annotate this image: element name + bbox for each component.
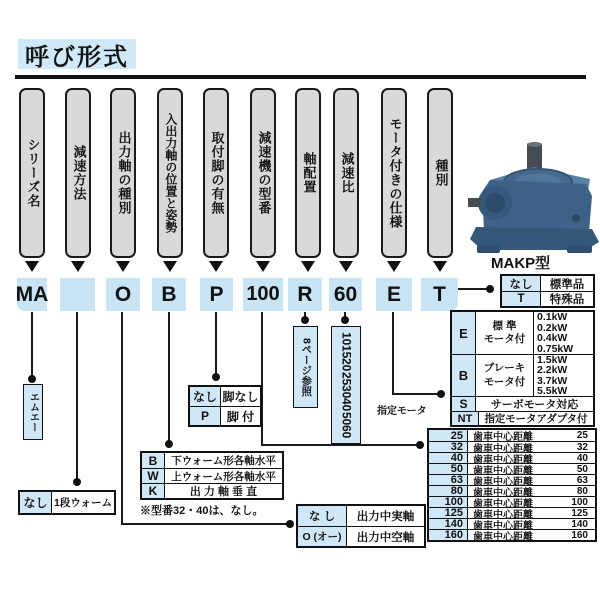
table-row [190,406,260,425]
table-row [502,276,593,291]
table-code-cell: NT [452,412,479,425]
motor-label-line: モータ付 [483,375,526,388]
table-row [142,453,282,468]
posture-table-note: ※型番32・40は、なし。 [140,505,264,517]
ratio-value: 15 [339,344,354,359]
table-code-cell: 80 [429,486,468,496]
gear-center-distance-table [427,428,597,542]
down-arrow-icon [256,261,270,272]
column-header-motor-spec [381,88,407,258]
gear-distance-value: 50 [576,463,588,475]
connector-line [76,312,78,480]
column-header-label: 種別 [433,159,449,187]
motor-spec-table [450,310,595,427]
table-code-cell: 100 [429,497,468,507]
code-motor-spec: E [376,278,412,311]
gear-distance-label: 歯車中心距離 [473,432,533,443]
motor-label-line: モータ付 [483,333,526,345]
ratio-value: 30 [339,385,354,399]
gear-distance-label: 歯車中心距離 [473,443,533,455]
connector-line [392,393,441,395]
gear-distance-label: 歯車中心距離 [473,509,533,521]
ratio-value: 10 [339,331,354,345]
series-reading-label: エムエー [27,392,39,432]
product-photo-makp [468,140,600,255]
code-model-number: 100 [243,278,283,311]
connector-dot [165,440,173,448]
table-row [452,354,593,396]
connector-dot [437,390,445,398]
series-reading-note [23,384,43,440]
down-arrow-icon [301,261,315,272]
kw-value: 3.7kW [537,374,568,387]
output-shaft-table [296,504,426,548]
ratio-value: 60 [339,425,354,439]
table-code-cell: 25 [429,430,468,441]
table-label-cell: 下ウォーム形各軸水平 [171,455,276,467]
mounting-legs-table [188,385,262,427]
column-header-model-number [250,88,276,258]
code-reduction-ratio: 60 [329,278,362,311]
table-code-cell: 32 [429,442,468,452]
column-header-label: 軸配置 [301,152,317,194]
connector-line [261,444,419,446]
code-type: T [421,278,458,311]
ratio-value: 50 [339,411,354,426]
down-arrow-icon [116,261,130,272]
gear-distance-label: 歯車中心距離 [473,476,533,488]
product-label: MAKP型 [491,255,551,272]
ratio-value: 25 [339,371,354,385]
ratio-list-box [331,326,361,444]
connector-dot [212,373,220,381]
down-arrow-icon [387,261,401,272]
kw-value: 0.2kW [537,321,568,334]
table-code-cell: 63 [429,475,468,485]
gear-distance-value: 40 [576,452,588,464]
table-label-cell: 1段ウォーム [54,497,112,509]
down-arrow-icon [25,261,39,272]
column-header-label: 入出力軸の位置と姿勢 [163,113,178,233]
down-arrow-icon [209,261,223,272]
table-row [298,526,424,546]
ratio-value: 40 [339,398,354,412]
kw-value: 0.75kW [537,342,574,355]
column-header-label: 出力軸の種別 [116,131,132,215]
column-header-shaft-position [157,88,183,258]
title-underline [15,75,586,79]
gear-distance-value: 100 [571,496,588,508]
table-row [452,312,593,354]
table-code-cell: B [452,355,476,396]
table-code-cell: 160 [429,530,468,540]
table-code-cell: 40 [429,453,468,463]
kw-value: 1.5kW [537,353,568,366]
shaft-posture-table [140,451,284,500]
table-label-cell: 出 力 軸 垂 直 [189,486,258,498]
kw-value: 0.4kW [537,332,568,344]
table-code-cell: B [142,453,165,468]
connector-dot [73,478,81,486]
table-code-cell: 140 [429,519,468,529]
table-label-cell: 標準品 [549,278,585,291]
connector-dot [341,316,349,324]
connector-dot [416,441,424,449]
connector-line [121,523,289,525]
down-arrow-icon [71,261,85,272]
gear-distance-value: 125 [571,507,588,519]
table-label-cell: サーボモータ対応 [490,399,579,411]
table-code-cell: 125 [429,508,468,518]
table-row [190,387,260,406]
table-code-cell: P [190,407,221,425]
gear-distance-value: 63 [576,474,588,486]
code-shaft-position: B [152,278,186,311]
table-row [452,411,593,425]
column-header-label: 取付脚の有無 [209,131,225,215]
code-series: MA [17,278,47,311]
down-arrow-icon [339,261,353,272]
specified-motor-note: 指定モータ [377,406,427,417]
gear-distance-value: 25 [576,430,588,441]
ratio-value: 20 [339,358,354,372]
gear-distance-value: 32 [576,441,588,453]
column-header-reduction-ratio [333,88,359,258]
connector-line [121,312,123,525]
table-label-cell: 指定モータアダプタ付 [484,413,588,425]
table-code-cell: K [142,484,165,498]
gear-distance-label: 歯車中心距離 [473,487,533,499]
table-code-cell: S [452,397,476,411]
table-code-cell: E [452,312,476,354]
table-code-cell: O (オー) [298,527,347,546]
table-row [429,529,595,543]
connector-line [31,312,33,376]
page-title: 呼び形式 [18,39,136,69]
gear-distance-value: 160 [571,529,588,541]
table-label-cell: 出力中空軸 [356,531,415,544]
table-label-cell: 出力中実軸 [356,511,415,523]
table-row [298,506,424,526]
connector-line [392,312,394,395]
gear-distance-value: 140 [571,518,588,530]
column-header-output-shaft-type [110,88,136,258]
kw-value: 5.5kW [537,385,568,397]
column-header-label: シリーズ名 [25,138,41,208]
column-header-mounting-legs [203,88,229,258]
column-header-label: モータ付きの仕様 [387,117,403,229]
column-header-series [19,88,45,258]
connector-dot [286,520,294,528]
page-reference-label: 8ページ参照 [300,337,313,397]
column-header-label: 減速機の型番 [256,131,272,215]
connector-dot [28,375,36,383]
column-header-reduction-method [65,88,91,258]
table-code-cell: な し [298,506,347,526]
motor-label-line: 標 準 [492,319,517,332]
table-code-cell: T [502,292,541,306]
table-code-cell: W [142,469,165,483]
table-code-cell: なし [502,276,541,291]
table-code-cell: なし [20,492,52,513]
gear-distance-label: 歯車中心距離 [473,531,533,543]
kw-value: 0.1kW [537,311,568,323]
gear-distance-label: 歯車中心距離 [473,520,533,532]
table-row [142,483,282,498]
table-label-cell: 脚なし [222,390,259,404]
table-code-cell: なし [190,387,221,406]
code-output-shaft-type: O [106,278,140,311]
code-shaft-arrangement: R [288,278,322,311]
connector-line [215,312,217,375]
table-label-cell: 脚 付 [226,409,255,424]
table-label-cell: 上ウォーム形各軸水平 [171,470,276,483]
gear-distance-label: 歯車中心距離 [473,498,533,510]
type-table [500,274,595,308]
column-header-label: 減速方法 [71,145,87,201]
table-row [502,291,593,306]
connector-dot [486,285,494,293]
gear-distance-label: 歯車中心距離 [473,465,533,477]
reduction-method-table [18,490,116,515]
kw-value: 2.2kW [537,364,568,376]
connector-dot [301,316,309,324]
down-arrow-icon [163,261,177,272]
column-header-label: 減速比 [339,152,355,194]
code-reduction-method [60,278,95,311]
column-header-type [427,88,453,258]
column-header-shaft-arrangement [295,88,321,258]
table-row [142,468,282,483]
gear-distance-value: 80 [576,485,588,497]
motor-label-line: ブレーキ [483,362,526,375]
connector-line [168,312,170,442]
gear-distance-label: 歯車中心距離 [473,454,533,466]
code-mounting-legs: P [200,278,233,311]
table-label-cell: 特殊品 [549,294,585,306]
down-arrow-icon [433,261,447,272]
table-row [452,396,593,411]
page-reference-note [293,326,318,408]
table-code-cell: 50 [429,464,468,474]
